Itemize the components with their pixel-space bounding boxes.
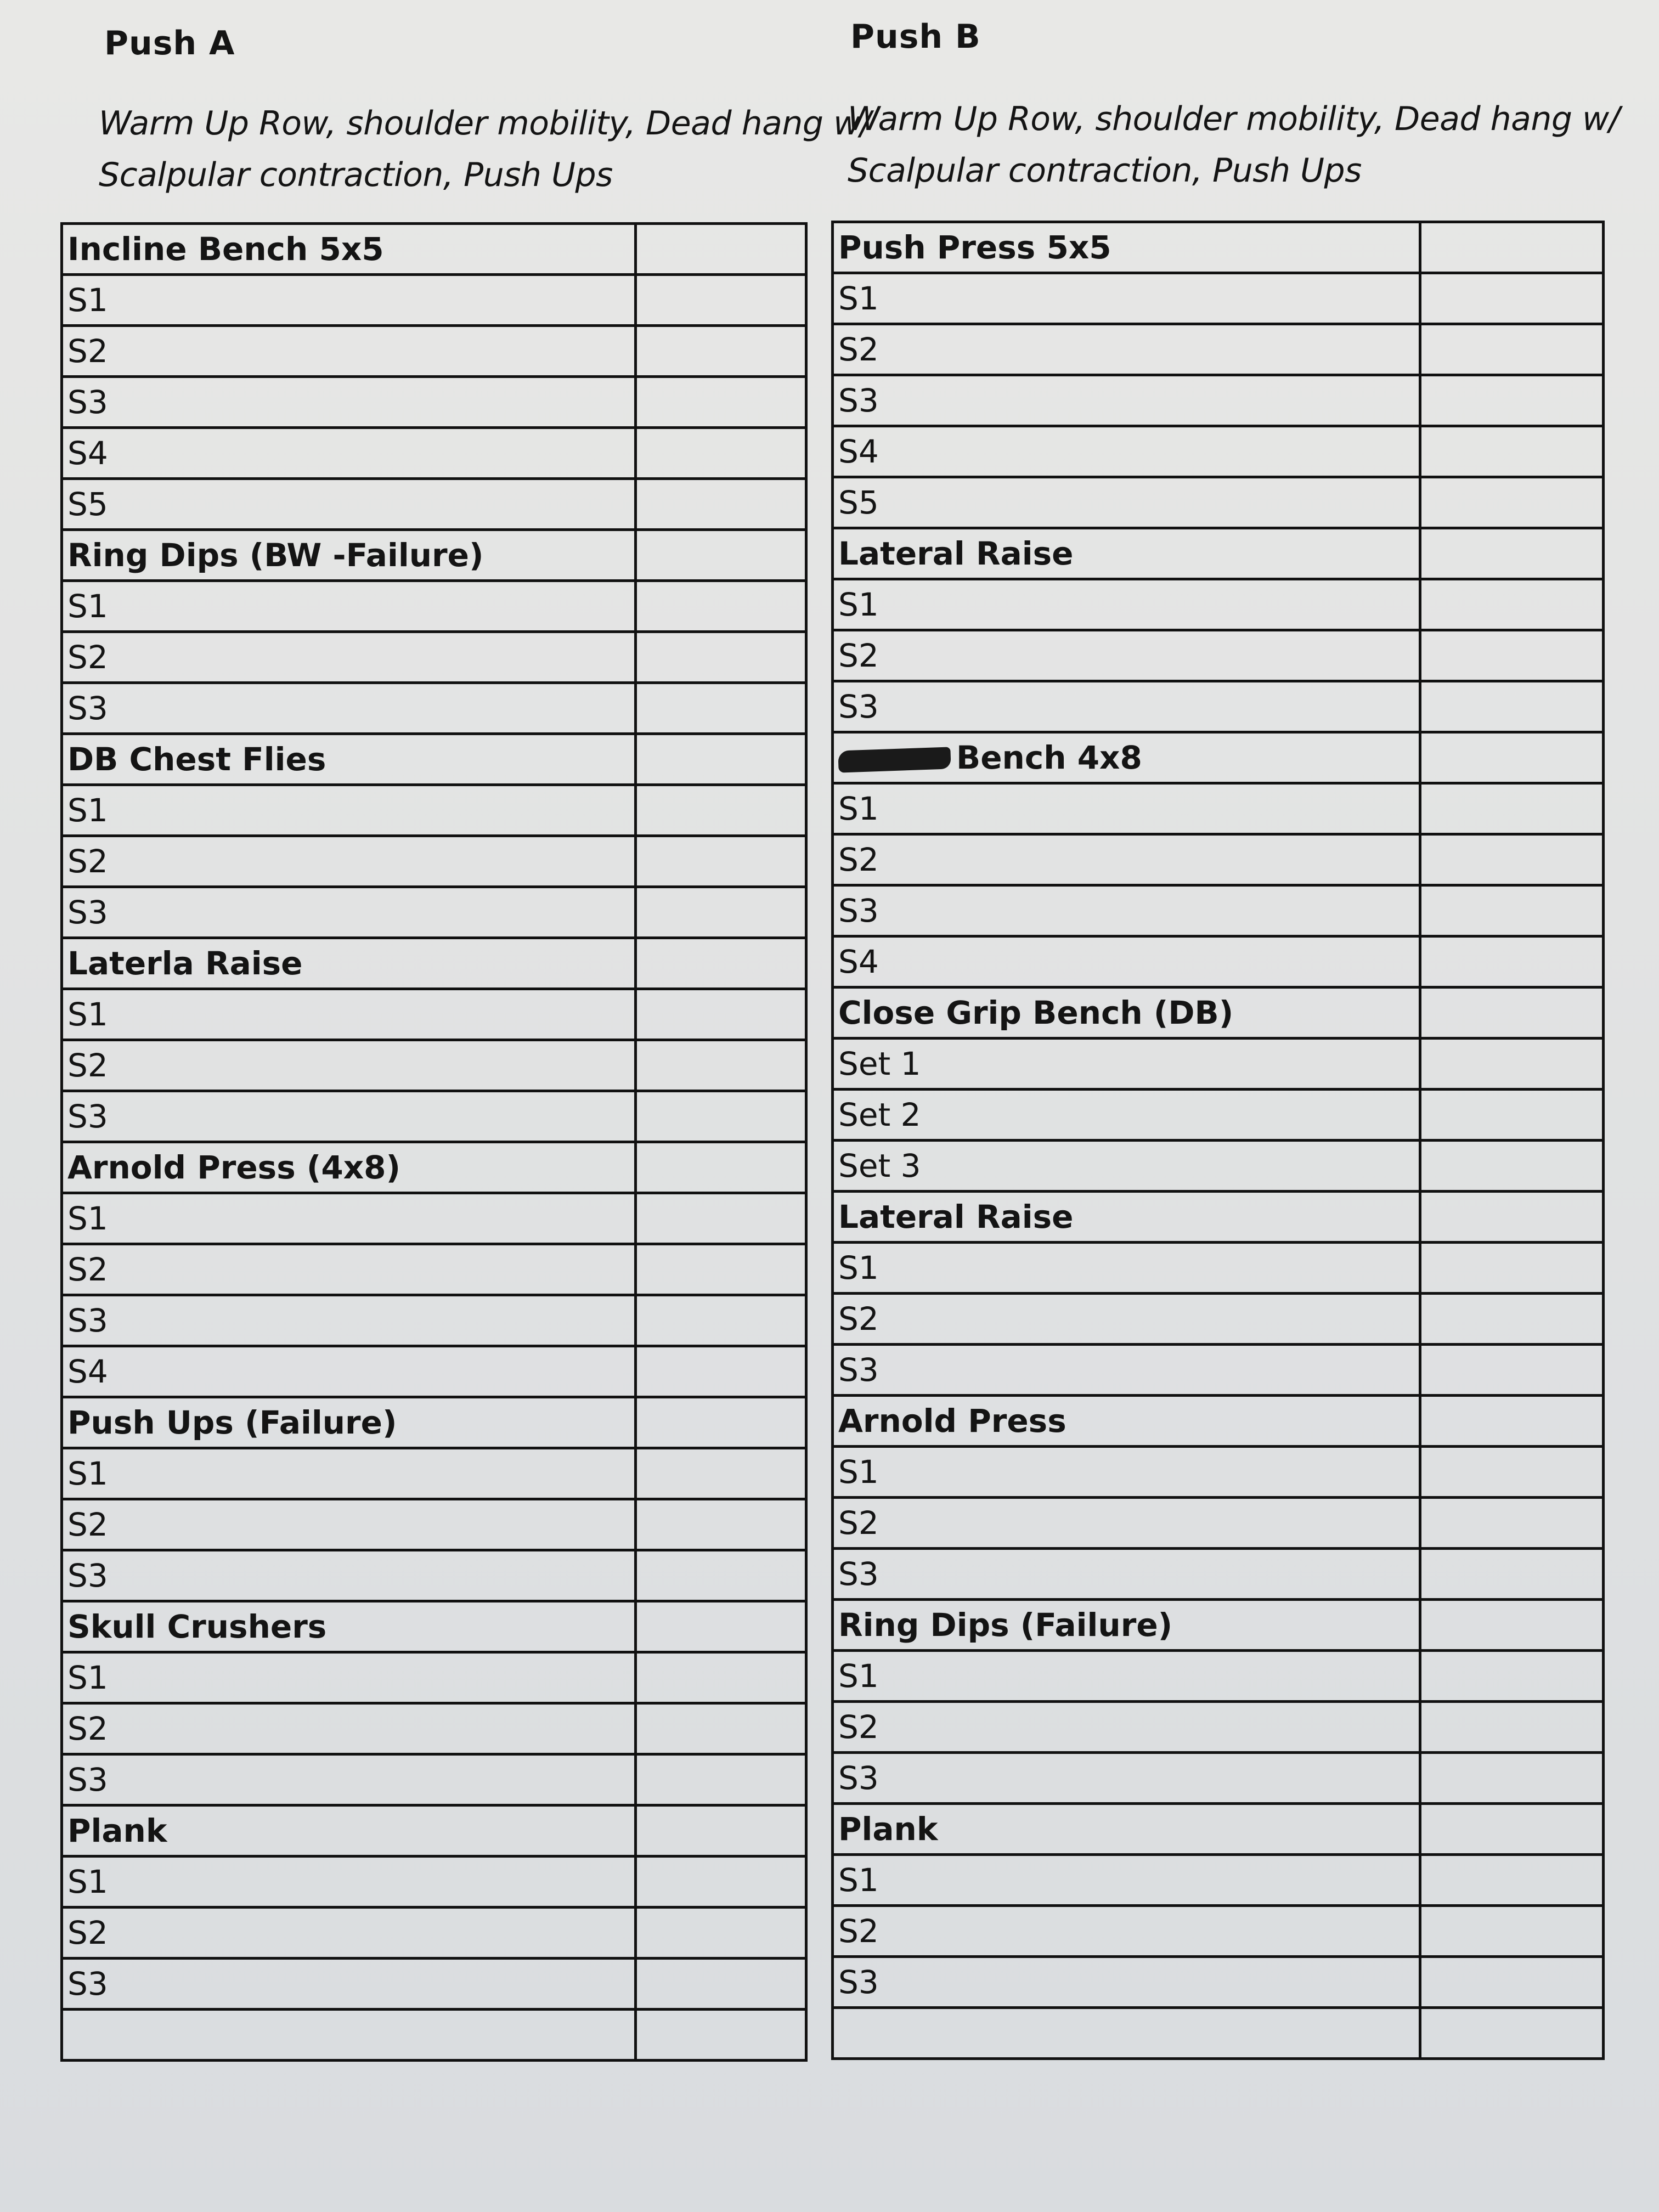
exercise-name <box>62 1397 636 1448</box>
row-label: S1 <box>67 996 108 1033</box>
row-label: S2 <box>838 637 879 674</box>
set-row <box>833 1447 1604 1498</box>
row-label: Arnold Press (4x8) <box>67 1149 401 1186</box>
exercise-row <box>833 222 1604 273</box>
exercise-name <box>62 1142 636 1193</box>
set-label <box>833 1243 1420 1294</box>
entry-cell[interactable] <box>636 377 806 428</box>
entry-cell[interactable] <box>1420 1702 1603 1753</box>
row-label: Incline Bench 5x5 <box>67 230 384 268</box>
row-label: S1 <box>838 1249 879 1286</box>
exercise-row <box>833 1804 1604 1855</box>
set-label <box>833 426 1420 477</box>
set-label <box>833 1855 1420 1906</box>
exercise-name <box>833 528 1420 579</box>
set-label <box>833 1549 1420 1600</box>
set-label <box>833 1906 1420 1957</box>
row-label: S2 <box>67 1710 108 1747</box>
set-label <box>833 630 1420 681</box>
set-row <box>62 836 806 887</box>
entry-cell[interactable] <box>1420 1804 1603 1855</box>
entry-cell[interactable] <box>636 734 806 785</box>
row-label: Set 3 <box>838 1147 921 1184</box>
set-label <box>833 936 1420 988</box>
row-label: S1 <box>838 790 879 827</box>
set-row <box>62 1908 806 1959</box>
row-label: S3 <box>67 1965 108 2002</box>
set-label <box>833 1039 1420 1090</box>
set-label <box>62 1448 636 1499</box>
set-label <box>62 1193 636 1244</box>
row-label: S1 <box>67 281 108 319</box>
entry-cell[interactable] <box>636 632 806 683</box>
row-label: S3 <box>67 1761 108 1798</box>
set-label <box>833 1957 1420 2008</box>
set-row <box>62 275 806 326</box>
set-row <box>62 683 806 734</box>
set-label <box>833 273 1420 324</box>
set-row <box>833 1090 1604 1141</box>
row-label: Set 1 <box>838 1045 921 1082</box>
push-a-title: Push A <box>104 24 235 63</box>
row-label: DB Chest Flies <box>67 741 326 778</box>
set-label <box>833 1651 1420 1702</box>
row-label: Plank <box>67 1812 167 1849</box>
entry-cell[interactable] <box>1420 834 1603 885</box>
row-label: S4 <box>838 943 879 980</box>
set-label <box>62 1703 636 1754</box>
row-label: Arnold Press <box>838 1402 1066 1440</box>
set-label <box>833 1753 1420 1804</box>
row-label: Push Press 5x5 <box>838 229 1111 266</box>
entry-cell[interactable] <box>636 326 806 377</box>
set-row <box>62 1857 806 1908</box>
entry-cell[interactable] <box>636 428 806 479</box>
set-row <box>833 630 1604 681</box>
entry-cell[interactable] <box>1420 324 1603 375</box>
entry-cell[interactable] <box>1420 426 1603 477</box>
set-row <box>833 1957 1604 2008</box>
exercise-row <box>62 1805 806 1857</box>
set-label <box>833 1702 1420 1753</box>
set-row <box>62 1703 806 1754</box>
entry-cell[interactable] <box>636 1805 806 1857</box>
set-label <box>833 1345 1420 1396</box>
entry-cell[interactable] <box>1420 1957 1603 2008</box>
entry-cell[interactable] <box>636 1908 806 1959</box>
set-row <box>833 1651 1604 1702</box>
set-row <box>833 324 1604 375</box>
set-label <box>833 579 1420 630</box>
set-label <box>62 1652 636 1703</box>
exercise-name <box>62 734 636 785</box>
set-label <box>62 1244 636 1295</box>
entry-cell[interactable] <box>636 1857 806 1908</box>
set-row <box>62 1193 806 1244</box>
set-row <box>62 326 806 377</box>
entry-cell[interactable] <box>1420 1294 1603 1345</box>
row-label: S1 <box>838 1657 879 1695</box>
exercise-name <box>833 1192 1420 1243</box>
set-row <box>62 632 806 683</box>
set-row <box>62 1346 806 1397</box>
entry-cell[interactable] <box>636 1346 806 1397</box>
entry-cell[interactable] <box>1420 988 1603 1039</box>
set-row <box>62 887 806 938</box>
row-label: S3 <box>838 892 879 929</box>
exercise-row <box>833 528 1604 579</box>
entry-cell[interactable] <box>636 224 806 275</box>
entry-cell[interactable] <box>636 989 806 1040</box>
set-row <box>833 375 1604 426</box>
row-label: S3 <box>838 1759 879 1797</box>
entry-cell[interactable] <box>636 275 806 326</box>
entry-cell[interactable] <box>636 581 806 632</box>
row-label: Ring Dips (BW -Failure) <box>67 537 484 574</box>
set-label <box>62 479 636 530</box>
set-label <box>62 1295 636 1346</box>
set-row <box>62 1754 806 1805</box>
entry-cell[interactable] <box>1420 1345 1603 1396</box>
row-label: S2 <box>67 1251 108 1288</box>
set-label <box>833 1498 1420 1549</box>
row-label: S3 <box>67 1302 108 1339</box>
row-label: S5 <box>838 484 879 521</box>
set-label <box>62 1959 636 2010</box>
exercise-row <box>62 734 806 785</box>
entry-cell[interactable] <box>636 1448 806 1499</box>
exercise-name <box>833 1396 1420 1447</box>
entry-cell[interactable] <box>636 1499 806 1550</box>
set-row <box>62 1040 806 1091</box>
set-row <box>62 428 806 479</box>
entry-cell[interactable] <box>1420 1039 1603 1090</box>
set-label <box>62 785 636 836</box>
entry-cell[interactable] <box>1420 630 1603 681</box>
set-label <box>62 377 636 428</box>
entry-cell[interactable] <box>636 1652 806 1703</box>
entry-cell[interactable] <box>1420 1498 1603 1549</box>
row-label: S2 <box>67 1047 108 1084</box>
set-label <box>62 581 636 632</box>
set-label <box>62 1550 636 1601</box>
set-label <box>62 683 636 734</box>
entry-cell[interactable] <box>1420 1753 1603 1804</box>
entry-cell[interactable] <box>636 479 806 530</box>
set-label <box>833 2008 1420 2059</box>
row-label: S4 <box>67 435 108 472</box>
row-label: S2 <box>838 1300 879 1338</box>
entry-cell[interactable] <box>1420 1651 1603 1702</box>
set-label <box>833 834 1420 885</box>
set-row <box>833 426 1604 477</box>
set-row <box>62 1550 806 1601</box>
row-label: S3 <box>67 383 108 421</box>
entry-cell[interactable] <box>636 1601 806 1652</box>
set-row <box>833 1753 1604 1804</box>
set-row <box>833 1294 1604 1345</box>
set-label <box>833 477 1420 528</box>
set-row <box>833 1855 1604 1906</box>
row-label: S2 <box>67 332 108 370</box>
entry-cell[interactable] <box>1420 1549 1603 1600</box>
entry-cell[interactable] <box>636 683 806 734</box>
set-row <box>62 1244 806 1295</box>
entry-cell[interactable] <box>636 1703 806 1754</box>
row-label: S2 <box>67 1506 108 1543</box>
set-label <box>62 1040 636 1091</box>
exercise-row <box>833 1600 1604 1651</box>
entry-cell[interactable] <box>1420 273 1603 324</box>
set-label <box>62 989 636 1040</box>
row-label: S3 <box>67 894 108 931</box>
push-b-table <box>831 221 1605 2060</box>
exercise-row <box>833 988 1604 1039</box>
set-label <box>833 1090 1420 1141</box>
set-row <box>62 581 806 632</box>
row-label: S3 <box>67 690 108 727</box>
exercise-name <box>62 1805 636 1857</box>
set-label <box>62 836 636 887</box>
entry-cell[interactable] <box>1420 528 1603 579</box>
set-label <box>62 1908 636 1959</box>
exercise-row <box>62 938 806 989</box>
entry-cell[interactable] <box>1420 477 1603 528</box>
set-row <box>833 681 1604 732</box>
row-label: Bench 4x8 <box>956 739 1142 776</box>
entry-cell[interactable] <box>636 1754 806 1805</box>
set-row <box>833 1243 1604 1294</box>
exercise-row <box>62 224 806 275</box>
set-row <box>62 1959 806 2010</box>
set-label <box>62 632 636 683</box>
set-row <box>833 579 1604 630</box>
row-label: S3 <box>67 1098 108 1135</box>
set-label <box>62 1754 636 1805</box>
row-label: S2 <box>838 1912 879 1950</box>
set-row <box>833 885 1604 936</box>
set-row <box>62 1499 806 1550</box>
row-label: S4 <box>838 433 879 470</box>
set-row <box>62 989 806 1040</box>
entry-cell[interactable] <box>636 1193 806 1244</box>
exercise-name <box>62 530 636 581</box>
set-row <box>62 2010 806 2061</box>
set-row <box>833 1549 1604 1600</box>
entry-cell[interactable] <box>1420 936 1603 988</box>
exercise-name <box>833 222 1420 273</box>
entry-cell[interactable] <box>636 2010 806 2061</box>
row-label: S3 <box>838 1555 879 1593</box>
push-b-warmup: Warm Up Row, shoulder mobility, Dead hang w/ Scalpular contraction, Push Ups <box>848 100 1620 190</box>
row-label: S2 <box>838 841 879 878</box>
row-label: Ring Dips (Failure) <box>838 1606 1173 1644</box>
row-label: S4 <box>67 1353 108 1390</box>
set-label <box>62 887 636 938</box>
entry-cell[interactable] <box>1420 681 1603 732</box>
set-row <box>833 834 1604 885</box>
set-row <box>833 1039 1604 1090</box>
set-label <box>62 1091 636 1142</box>
row-label: S2 <box>838 331 879 368</box>
row-label: S1 <box>67 1863 108 1900</box>
entry-cell[interactable] <box>1420 732 1603 783</box>
row-label: S1 <box>838 1453 879 1491</box>
entry-cell[interactable] <box>1420 222 1603 273</box>
exercise-row <box>833 1396 1604 1447</box>
row-label: S1 <box>838 586 879 623</box>
exercise-row <box>62 530 806 581</box>
row-label: S3 <box>838 382 879 419</box>
set-label <box>833 1294 1420 1345</box>
row-label: S1 <box>67 1659 108 1696</box>
set-row <box>833 936 1604 988</box>
row-label: S1 <box>67 1200 108 1237</box>
scribbled-out-word <box>838 747 951 772</box>
row-label: Plank <box>838 1810 938 1848</box>
entry-cell[interactable] <box>636 1397 806 1448</box>
entry-cell[interactable] <box>636 1959 806 2010</box>
exercise-row <box>62 1601 806 1652</box>
exercise-row <box>833 1192 1604 1243</box>
set-label <box>833 1141 1420 1192</box>
row-label: Set 2 <box>838 1096 921 1133</box>
row-label: S2 <box>67 639 108 676</box>
entry-cell[interactable] <box>636 836 806 887</box>
entry-cell[interactable] <box>1420 375 1603 426</box>
row-label: S3 <box>838 1963 879 2001</box>
set-row <box>833 1498 1604 1549</box>
entry-cell[interactable] <box>636 1244 806 1295</box>
row-label: S5 <box>67 486 108 523</box>
set-row <box>62 1091 806 1142</box>
row-label: S2 <box>67 843 108 880</box>
set-row <box>833 1141 1604 1192</box>
row-label: S1 <box>67 792 108 829</box>
entry-cell[interactable] <box>636 785 806 836</box>
set-row <box>62 1652 806 1703</box>
set-label <box>62 275 636 326</box>
exercise-row <box>62 1397 806 1448</box>
set-row <box>833 2008 1604 2059</box>
set-label <box>833 375 1420 426</box>
entry-cell[interactable] <box>636 1550 806 1601</box>
set-label <box>62 1857 636 1908</box>
set-row <box>833 1345 1604 1396</box>
set-label <box>62 1499 636 1550</box>
exercise-name <box>62 224 636 275</box>
row-label: S1 <box>838 1861 879 1899</box>
entry-cell[interactable] <box>1420 1855 1603 1906</box>
exercise-row <box>833 732 1604 783</box>
set-label <box>833 783 1420 834</box>
row-label: S2 <box>838 1708 879 1746</box>
row-label: S3 <box>67 1557 108 1594</box>
exercise-name <box>62 1601 636 1652</box>
entry-cell[interactable] <box>1420 885 1603 936</box>
entry-cell[interactable] <box>1420 783 1603 834</box>
entry-cell[interactable] <box>1420 1090 1603 1141</box>
entry-cell[interactable] <box>1420 1396 1603 1447</box>
entry-cell[interactable] <box>636 1040 806 1091</box>
exercise-name <box>833 1600 1420 1651</box>
push-a-warmup: Warm Up Row, shoulder mobility, Dead hang w/ Scalpular contraction, Push Ups <box>99 104 871 194</box>
exercise-name <box>833 732 1420 783</box>
row-label: S1 <box>67 588 108 625</box>
entry-cell[interactable] <box>1420 1447 1603 1498</box>
set-row <box>833 783 1604 834</box>
entry-cell[interactable] <box>636 887 806 938</box>
entry-cell[interactable] <box>1420 1141 1603 1192</box>
row-label: S1 <box>67 1455 108 1492</box>
row-label: S3 <box>838 688 879 725</box>
set-label <box>833 681 1420 732</box>
set-label <box>62 326 636 377</box>
push-b-title: Push B <box>850 18 981 56</box>
entry-cell[interactable] <box>1420 1600 1603 1651</box>
entry-cell[interactable] <box>636 1295 806 1346</box>
entry-cell[interactable] <box>1420 1192 1603 1243</box>
row-label: Push Ups (Failure) <box>67 1404 397 1441</box>
row-label: Laterla Raise <box>67 945 303 982</box>
row-label: Lateral Raise <box>838 1198 1074 1235</box>
entry-cell[interactable] <box>636 1091 806 1142</box>
push-a-table <box>60 222 808 2062</box>
set-label <box>833 324 1420 375</box>
entry-cell[interactable] <box>636 938 806 989</box>
row-label: S3 <box>838 1351 879 1389</box>
set-row <box>833 1702 1604 1753</box>
set-label <box>62 428 636 479</box>
row-label: S1 <box>838 280 879 317</box>
set-label <box>62 2010 636 2061</box>
entry-cell[interactable] <box>636 1142 806 1193</box>
row-label: Lateral Raise <box>838 535 1074 572</box>
set-row <box>62 785 806 836</box>
row-label: Close Grip Bench (DB) <box>838 994 1234 1031</box>
row-label: S2 <box>67 1914 108 1951</box>
set-label <box>833 1447 1420 1498</box>
row-label: S2 <box>838 1504 879 1542</box>
set-row <box>833 273 1604 324</box>
entry-cell[interactable] <box>1420 1906 1603 1957</box>
entry-cell[interactable] <box>636 530 806 581</box>
exercise-name <box>62 938 636 989</box>
row-label: Skull Crushers <box>67 1608 327 1645</box>
set-label <box>833 885 1420 936</box>
exercise-name <box>833 1804 1420 1855</box>
set-label <box>62 1346 636 1397</box>
set-row <box>833 477 1604 528</box>
set-row <box>833 1906 1604 1957</box>
entry-cell[interactable] <box>1420 1243 1603 1294</box>
set-row <box>62 479 806 530</box>
set-row <box>62 1448 806 1499</box>
exercise-row <box>62 1142 806 1193</box>
set-row <box>62 377 806 428</box>
set-row <box>62 1295 806 1346</box>
entry-cell[interactable] <box>1420 2008 1603 2059</box>
entry-cell[interactable] <box>1420 579 1603 630</box>
exercise-name <box>833 988 1420 1039</box>
